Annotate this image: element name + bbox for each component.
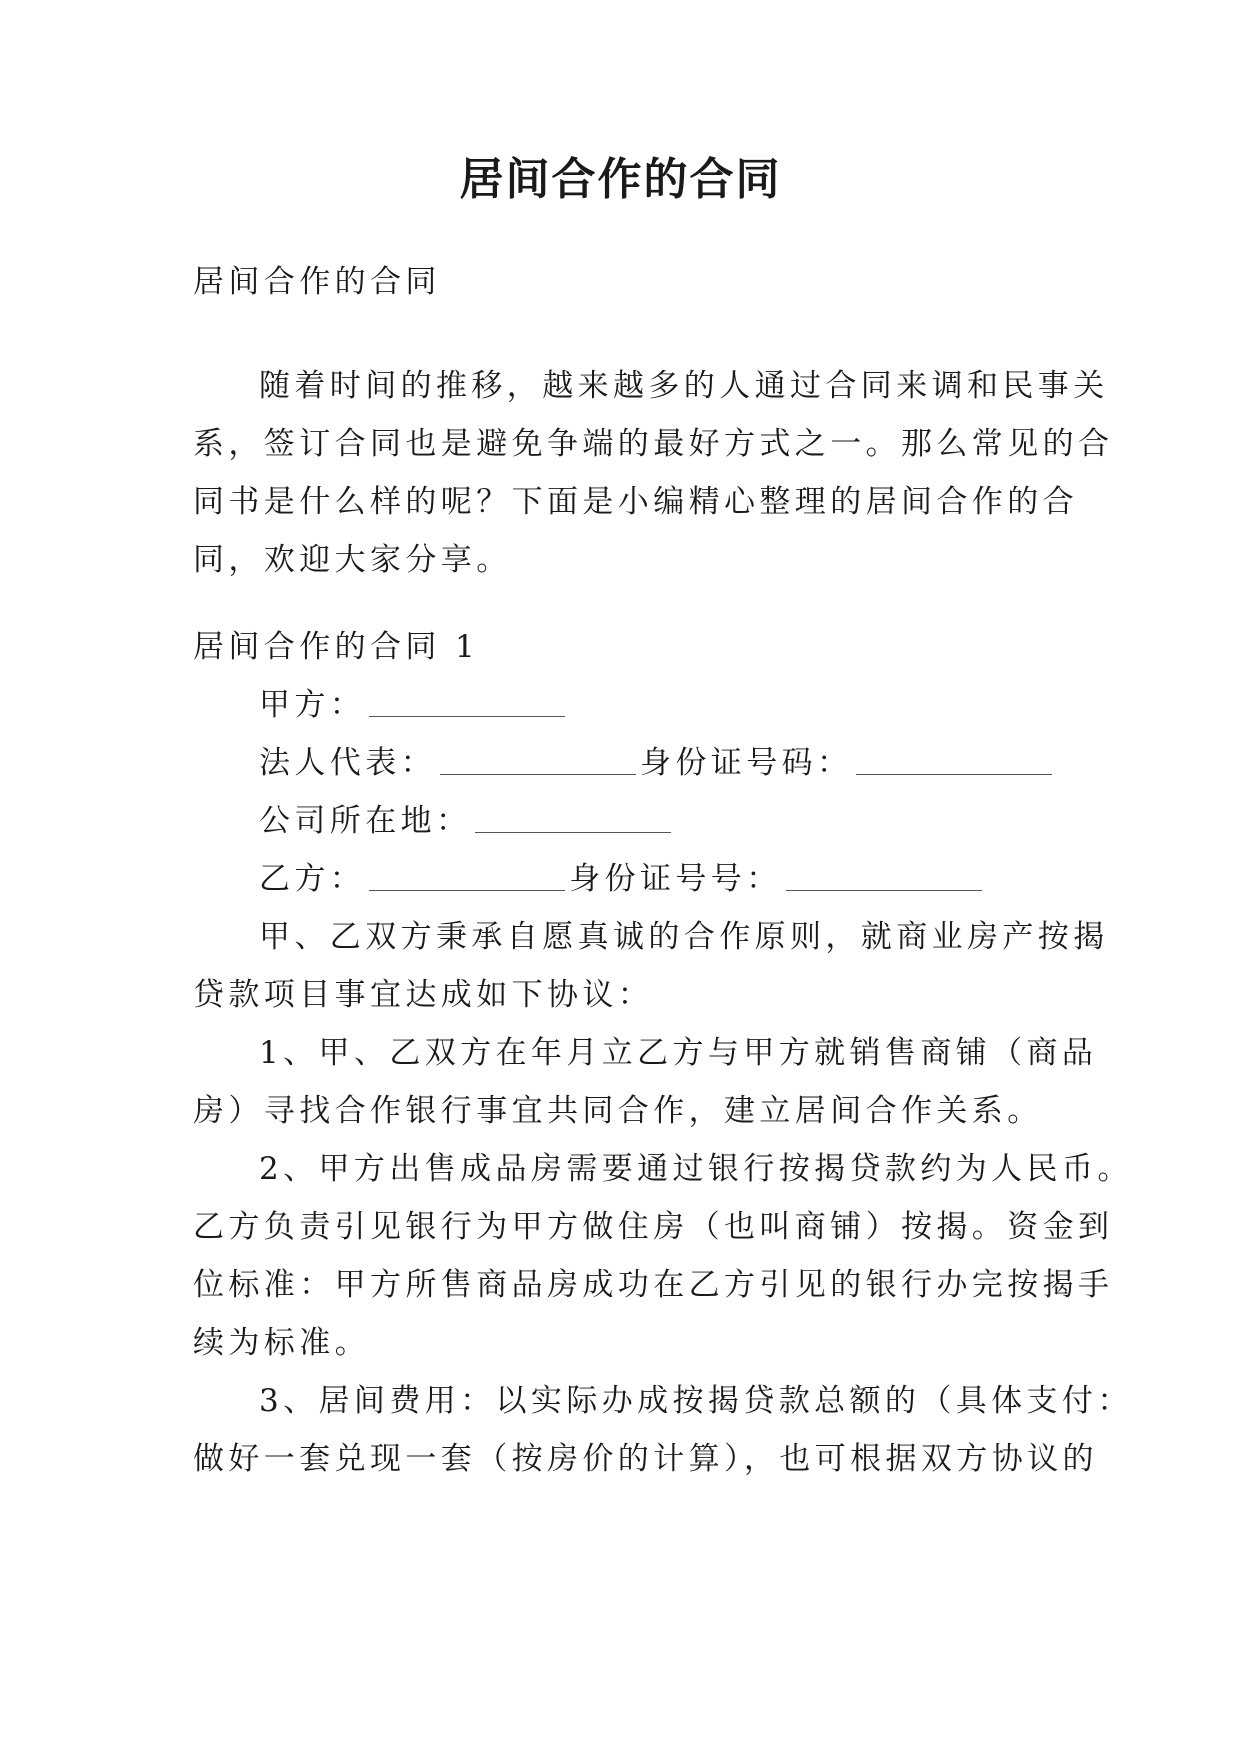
legal-rep-blank bbox=[440, 773, 636, 775]
clause-1-line: 1、甲、乙双方在年月立乙方与甲方就销售商铺（商品 bbox=[259, 1035, 1098, 1071]
company-address-blank bbox=[475, 831, 671, 833]
company-address-line: 公司所在地： bbox=[193, 792, 1053, 850]
contract-section: 居间合作的合同 1 甲方： 法人代表： 身份证号码： 公司所在地： 乙方： 身份证号号： 甲、乙双方秉承自愿真诚的合作原则，就商业房产按揭 贷款项目事宜达成如下协议： 1、甲、乙双方在年月立乙方与甲方就销售商铺（商品 房）寻找合作银行事宜共同合作，建立居间合作关系。 2、甲方出售成品房需要通过银行按揭贷款约为人民币。 乙方负责引见银行为甲方做住房（也叫商铺）按揭。资金到 位标准：甲方所售商品房成功在乙方引见的银行办完按揭手 续为标准。 3、居间费用：以实际办成按揭贷款总额的（具体支付： 做好一套兑现一套（按房价的计算），也可根据双方协议的 bbox=[193, 618, 1053, 1488]
party-a-blank bbox=[369, 715, 565, 717]
party-a-line: 甲方： bbox=[193, 676, 1053, 734]
page-title: 居间合作的合同 bbox=[459, 154, 782, 205]
id-number-blank bbox=[856, 773, 1052, 775]
clause-2-line: 2、甲方出售成品房需要通过银行按揭贷款约为人民币。 bbox=[259, 1151, 1133, 1187]
intro-paragraph: 随着时间的推移，越来越多的人通过合同来调和民事关 系，签订合同也是避免争端的最好方式之一。那么常见的合 同书是什么样的呢？下面是小编精心整理的居间合作的合 同，欢迎大家分享。 bbox=[193, 368, 1114, 578]
id-number-b-blank bbox=[786, 889, 982, 891]
section-heading: 居间合作的合同 1 bbox=[193, 629, 480, 665]
party-b-blank bbox=[369, 889, 565, 891]
party-b-line: 乙方： 身份证号号： bbox=[193, 850, 1053, 908]
clause-intro-line: 甲、乙双方秉承自愿真诚的合作原则，就商业房产按揭 bbox=[259, 919, 1109, 955]
document-subtitle: 居间合作的合同 bbox=[193, 264, 441, 300]
legal-rep-line: 法人代表： 身份证号码： bbox=[193, 734, 1053, 792]
clause-3-line: 3、居间费用：以实际办成按揭贷款总额的（具体支付： bbox=[259, 1383, 1133, 1419]
